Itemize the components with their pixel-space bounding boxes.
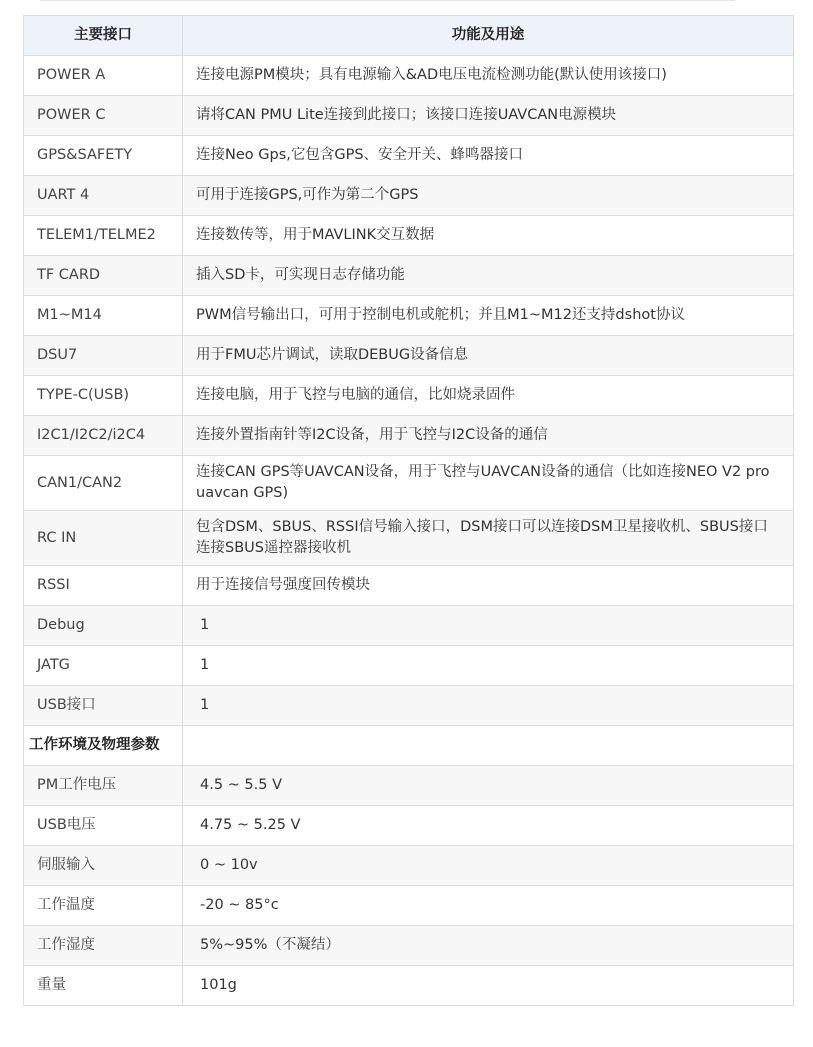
header-function: 功能及用途 [183,16,794,56]
table-row [24,926,794,966]
interface-description: 1 [183,606,794,646]
param-name: PM工作电压 [24,766,183,806]
table-row [24,686,794,726]
param-value: 0 ~ 10v [183,846,794,886]
param-value: 5%~95%（不凝结） [183,926,794,966]
interface-name: CAN1/CAN2 [24,456,183,511]
table-row [24,646,794,686]
param-name: 伺服输入 [24,846,183,886]
table-row [24,96,794,136]
interface-description: 连接Neo Gps,它包含GPS、安全开关、蜂鸣器接口 [183,136,794,176]
param-name: USB电压 [24,806,183,846]
interface-name: I2C1/I2C2/i2C4 [24,416,183,456]
interface-name: TYPE-C(USB) [24,376,183,416]
table-row [24,336,794,376]
interface-description: 用于FMU芯片调试，读取DEBUG设备信息 [183,336,794,376]
table-row [24,511,794,566]
interface-name: TELEM1/TELME2 [24,216,183,256]
interface-description: 用于连接信号强度回传模块 [183,566,794,606]
interface-description: 连接数传等，用于MAVLINK交互数据 [183,216,794,256]
header-row [24,16,794,56]
interface-name: POWER C [24,96,183,136]
table-row [24,806,794,846]
interface-description: 可用于连接GPS,可作为第二个GPS [183,176,794,216]
table-row [24,296,794,336]
interface-name: TF CARD [24,256,183,296]
table-row [24,136,794,176]
table-header [24,16,794,56]
param-name: 工作温度 [24,886,183,926]
table-body [24,56,794,1006]
interface-name: M1~M14 [24,296,183,336]
interface-description: 包含DSM、SBUS、RSSI信号输入接口，DSM接口可以连接DSM卫星接收机、SBUS接口连接SBUS遥控器接收机 [183,511,794,566]
interface-name: JATG [24,646,183,686]
section-row [24,726,794,766]
interface-name: DSU7 [24,336,183,376]
interface-description: 连接电源PM模块；具有电源输入&AD电压电流检测功能(默认使用该接口) [183,56,794,96]
interface-description: 连接CAN GPS等UAVCAN设备，用于飞控与UAVCAN设备的通信（比如连接NEO V2 pro uavcan GPS) [183,456,794,511]
table-row [24,456,794,511]
interface-description: 连接电脑，用于飞控与电脑的通信，比如烧录固件 [183,376,794,416]
interface-name: RC IN [24,511,183,566]
param-value: 4.5 ~ 5.5 V [183,766,794,806]
interface-name: GPS&SAFETY [24,136,183,176]
table-row [24,566,794,606]
table-row [24,376,794,416]
header-interface: 主要接口 [24,16,183,56]
table-row [24,56,794,96]
table-row [24,886,794,926]
param-name: 工作湿度 [24,926,183,966]
interface-description: 请将CAN PMU Lite连接到此接口；该接口连接UAVCAN电源模块 [183,96,794,136]
param-value: -20 ~ 85°c [183,886,794,926]
interface-description: 1 [183,646,794,686]
interface-description: 1 [183,686,794,726]
table-row [24,416,794,456]
interface-description: 连接外置指南针等I2C设备，用于飞控与I2C设备的通信 [183,416,794,456]
interface-name: RSSI [24,566,183,606]
table-row [24,766,794,806]
section-title: 工作环境及物理参数 [24,726,183,766]
section-empty-cell [183,726,794,766]
interface-name: Debug [24,606,183,646]
top-divider [40,0,735,1]
table-row [24,216,794,256]
spec-table [23,15,794,1006]
interface-description: PWM信号输出口，可用于控制电机或舵机；并且M1~M12还支持dshot协议 [183,296,794,336]
table-row [24,966,794,1006]
interface-name: POWER A [24,56,183,96]
table-row [24,176,794,216]
param-value: 101g [183,966,794,1006]
param-value: 4.75 ~ 5.25 V [183,806,794,846]
table-row [24,606,794,646]
table-row [24,846,794,886]
interface-name: USB接口 [24,686,183,726]
interface-description: 插入SD卡，可实现日志存储功能 [183,256,794,296]
interface-name: UART 4 [24,176,183,216]
param-name: 重量 [24,966,183,1006]
table-row [24,256,794,296]
